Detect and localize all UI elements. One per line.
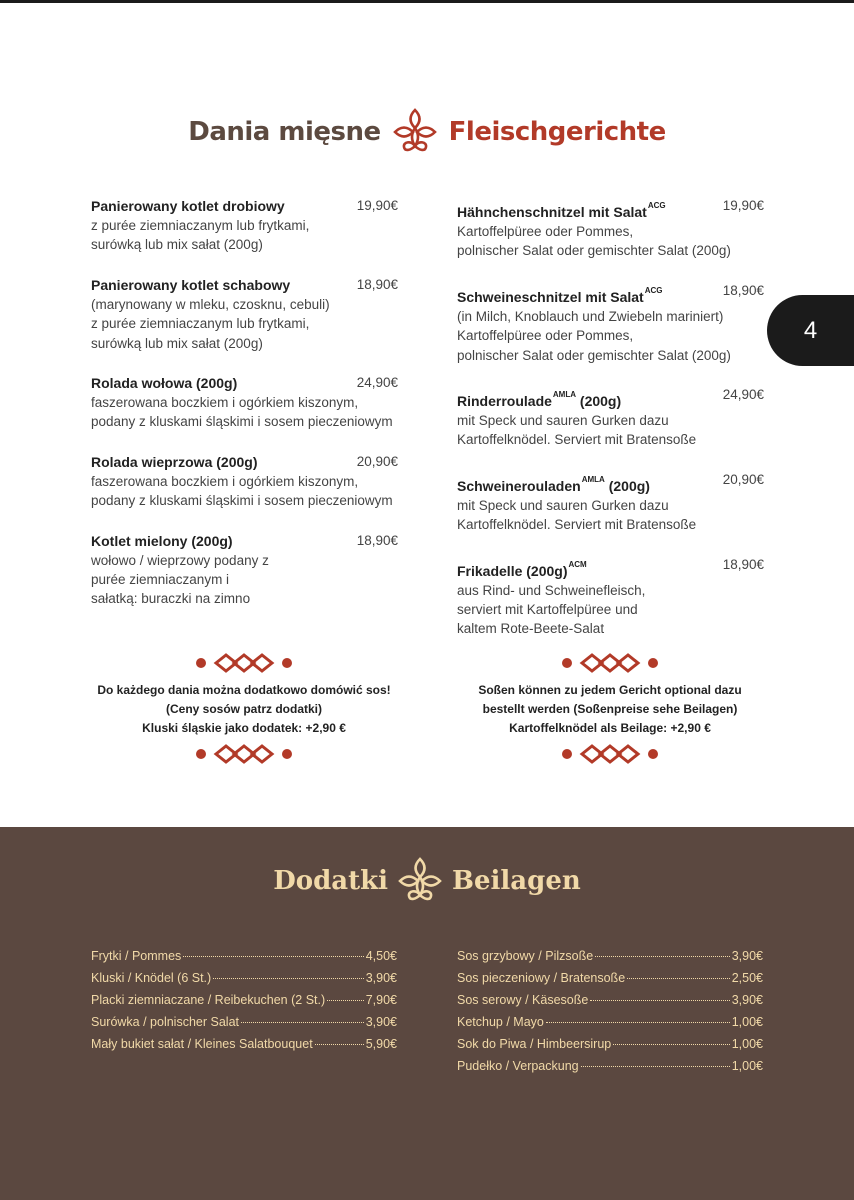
item-desc-line: polnischer Salat oder gemischter Salat (200g) [457, 347, 731, 363]
page-title [0, 104, 854, 160]
side-item: Kluski / Knödel (6 St.) 3,90€ [91, 971, 397, 985]
allergen-codes: ACG [647, 201, 666, 210]
item-price: 24,90€ [356, 375, 398, 391]
note-line: (Ceny sosów patrz dodatki) [165, 702, 323, 716]
item-desc-line: z purée ziemniaczanym lub frytkami, [91, 316, 310, 332]
menu-item [91, 531, 398, 609]
menu-item [457, 196, 764, 261]
item-name: Rinderroulade$^{AMLA}$ (200g) [457, 390, 622, 410]
side-item: Pudełko / Verpackung 1,00€ [457, 1059, 763, 1073]
note-line: Kluski śląskie jako dodatek: +2,90 € [142, 721, 346, 735]
item-desc-line: podany z kluskami śląskimi i sosem pieczeniowym [91, 493, 393, 509]
note-line: Kartoffelknödel als Beilage: +2,90 € [509, 721, 711, 735]
item-price: 24,90€ [722, 387, 764, 403]
item-desc-line: faszerowana boczkiem i ogórkiem kiszonym, [91, 395, 359, 411]
item-desc-line: kaltem Rote-Beete-Salat [457, 621, 605, 637]
item-desc-line: serviert mit Kartoffelpüree und [457, 602, 638, 618]
side-item: Mały bukiet sałat / Kleines Salatbouquet 5,90€ [91, 1037, 397, 1051]
side-item: Frytki / Pommes 4,50€ [91, 949, 397, 963]
item-price: 18,90€ [722, 556, 764, 572]
sides-title-german: Beilagen [452, 866, 581, 896]
diamond-divider-icon [194, 743, 294, 765]
item-name: Frikadelle $(200g)^{ACM}$ [457, 559, 587, 579]
allergen-codes: AMLA [552, 390, 577, 400]
item-desc-line: sałatką: buraczki na zimno [91, 591, 251, 607]
side-item: Placki ziemniaczane / Reibekuchen (2 St.) 7,90€ [91, 993, 397, 1007]
side-item: Ketchup / Mayo 1,00€ [457, 1015, 763, 1029]
menu-item [91, 275, 398, 353]
sides-section [0, 827, 854, 1200]
item-price: 18,90€ [356, 276, 398, 292]
item-desc-line: purée ziemniaczanym i [91, 572, 230, 588]
item-desc-line: Kartoffelknödel. Serviert mit Bratensoße [457, 432, 697, 448]
title-polish: Dania mięsne [188, 117, 381, 147]
item-desc-line: polnischer Salat oder gemischter Salat (200g) [457, 243, 731, 259]
item-desc-line: Kartoffelknödel. Serviert mit Bratensoße [457, 517, 697, 533]
menu-item [91, 196, 398, 255]
diamond-divider-icon [560, 743, 660, 765]
celtic-knot-ornament-icon [391, 106, 439, 158]
item-price: 20,90€ [722, 471, 764, 487]
item-price: 18,90€ [356, 532, 398, 548]
item-desc-line: Kartoffelpüree oder Pommes, [457, 328, 634, 344]
celtic-knot-ornament-icon [396, 855, 444, 907]
diamond-divider-icon [560, 652, 660, 674]
note-line: Soßen können zu jedem Gericht optional dazu [478, 683, 742, 697]
item-name: Schweineschnitzel mit Salat$^{ACG}$ [457, 285, 663, 305]
item-price: 20,90€ [356, 453, 398, 469]
item-price: 19,90€ [356, 198, 398, 213]
item-name: Hähnchenschnitzel mit Salat$^{ACG}$ [457, 201, 666, 220]
item-price: 19,90€ [722, 198, 764, 213]
menu-item [91, 452, 398, 511]
menu-column-polish [91, 196, 398, 629]
menu-item [457, 281, 764, 365]
item-desc-line: wołowo / wieprzowy podany z [91, 552, 269, 568]
note-line: Do każdego dania można dodatkowo domówić sos! [97, 683, 391, 697]
side-item: Surówka / polnischer Salat 3,90€ [91, 1015, 397, 1029]
menu-item [457, 470, 764, 535]
sides-title-polish: Dodatki [273, 866, 389, 896]
item-desc-line: faszerowana boczkiem i ogórkiem kiszonym, [91, 473, 359, 489]
menu-item [91, 373, 398, 432]
item-name: Panierowany kotlet schabowy [91, 276, 291, 293]
item-desc-line: Kartoffelpüree oder Pommes, [457, 224, 634, 239]
item-desc-line: (marynowany w mleku, czosknu, cebuli) [91, 296, 330, 312]
sauce-note-polish [84, 652, 404, 765]
page-number: 4 [803, 316, 818, 344]
item-desc-line: surówką lub mix sałat (200g) [91, 335, 263, 351]
allergen-codes: ACG [644, 285, 663, 295]
menu-item [457, 385, 764, 450]
item-desc-line: mit Speck und sauren Gurken dazu [457, 497, 669, 513]
side-item: Sos grzybowy / Pilzsoße 3,90€ [457, 949, 763, 963]
item-desc-line: podany z kluskami śląskimi i sosem pieczeniowym [91, 414, 393, 430]
side-item: Sos serowy / Käsesoße 3,90€ [457, 993, 763, 1007]
item-desc-line: aus Rind- und Schweinefleisch, [457, 582, 646, 598]
sides-title [0, 855, 854, 907]
sides-list-right [457, 945, 763, 1077]
note-line: bestellt werden (Soßenpreise sehe Beilagen) [482, 702, 738, 716]
item-name: Rolada wołowa (200g) [91, 375, 238, 392]
item-name: Rolada wieprzowa (200g) [91, 453, 258, 470]
item-name: Schweinerouladen$^{AMLA}$ (200g) [457, 474, 650, 494]
diamond-divider-icon [194, 652, 294, 674]
page-number-tab [767, 295, 854, 366]
item-name: Kotlet mielony (200g) [91, 532, 233, 549]
top-border [0, 0, 854, 3]
allergen-codes: ACM [568, 559, 587, 569]
menu-column-german [457, 196, 764, 659]
item-desc-line: z purée ziemniaczanym lub frytkami, [91, 218, 310, 233]
allergen-codes: AMLA [581, 474, 605, 484]
item-name: Panierowany kotlet drobiowy [91, 198, 285, 214]
menu-item [457, 555, 764, 639]
title-german: Fleischgerichte [448, 117, 666, 147]
item-desc-line: mit Speck und sauren Gurken dazu [457, 413, 669, 429]
item-desc-line: (in Milch, Knoblauch und Zwiebeln mariniert) [457, 308, 724, 324]
side-item: Sos pieczeniowy / Bratensoße 2,50€ [457, 971, 763, 985]
sides-list-left [91, 945, 397, 1055]
item-desc-line: surówką lub mix sałat (200g) [91, 237, 263, 253]
sauce-note-german [450, 652, 770, 765]
side-item: Sok do Piwa / Himbeersirup 1,00€ [457, 1037, 763, 1051]
item-price: 18,90€ [722, 282, 764, 298]
